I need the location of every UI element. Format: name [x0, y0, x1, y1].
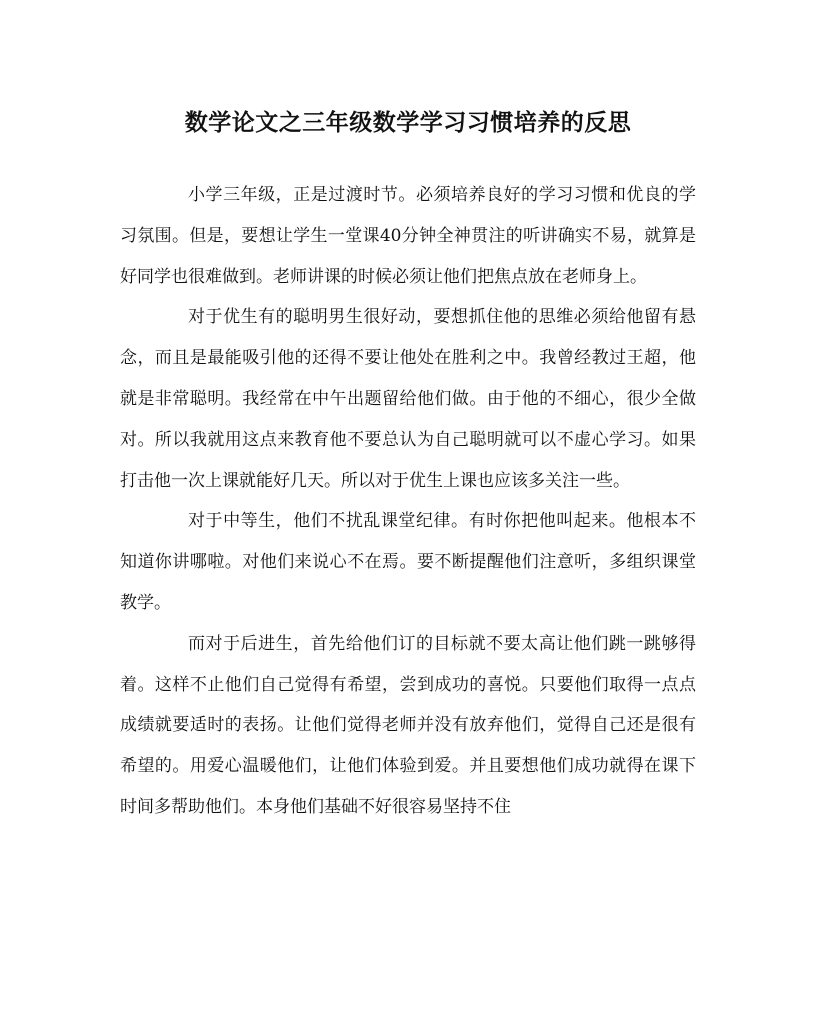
- document-body: [120, 175, 696, 828]
- paragraph-3: 对于中等生，他们不扰乱课堂纪律。有时你把他叫起来。他根本不知道你讲哪啦。对他们来说心不在焉。要不断提醒他们注意听，多组织课堂教学。: [120, 511, 696, 613]
- paragraph-1: 小学三年级，正是过渡时节。必须培养良好的学习习惯和优良的学习氛围。但是，要想让学生一堂课40分钟全神贯注的听讲确实不易，就算是好同学也很难做到。老师讲课的时候必须让他们把焦点放在老师身上。: [120, 185, 696, 287]
- paragraph-4: 而对于后进生，首先给他们订的目标就不要太高让他们跳一跳够得着。这样不止他们自己觉得有希望，尝到成功的喜悦。只要他们取得一点点成绩就要适时的表扬。让他们觉得老师并没有放弃他们，觉得自己还是很有希望的。用爱心温暖他们，让他们体验到爱。并且要想他们成功就得在课下时间多帮助他们。本身他们基础不好很容易坚持不住: [120, 633, 696, 817]
- document-title: 数学论文之三年级数学学习习惯培养的反思: [184, 109, 632, 136]
- paragraph-2: 对于优生有的聪明男生很好动，要想抓住他的思维必须给他留有悬念，而且是最能吸引他的还得不要让他处在胜利之中。我曾经教过王超，他就是非常聪明。我经常在中午出题留给他们做。由于他的不细心，很少全做对。所以我就用这点来教育他不要总认为自己聪明就可以不虚心学习。如果打击他一次上课就能好几天。所以对于优生上课也应该多关注一些。: [120, 307, 696, 491]
